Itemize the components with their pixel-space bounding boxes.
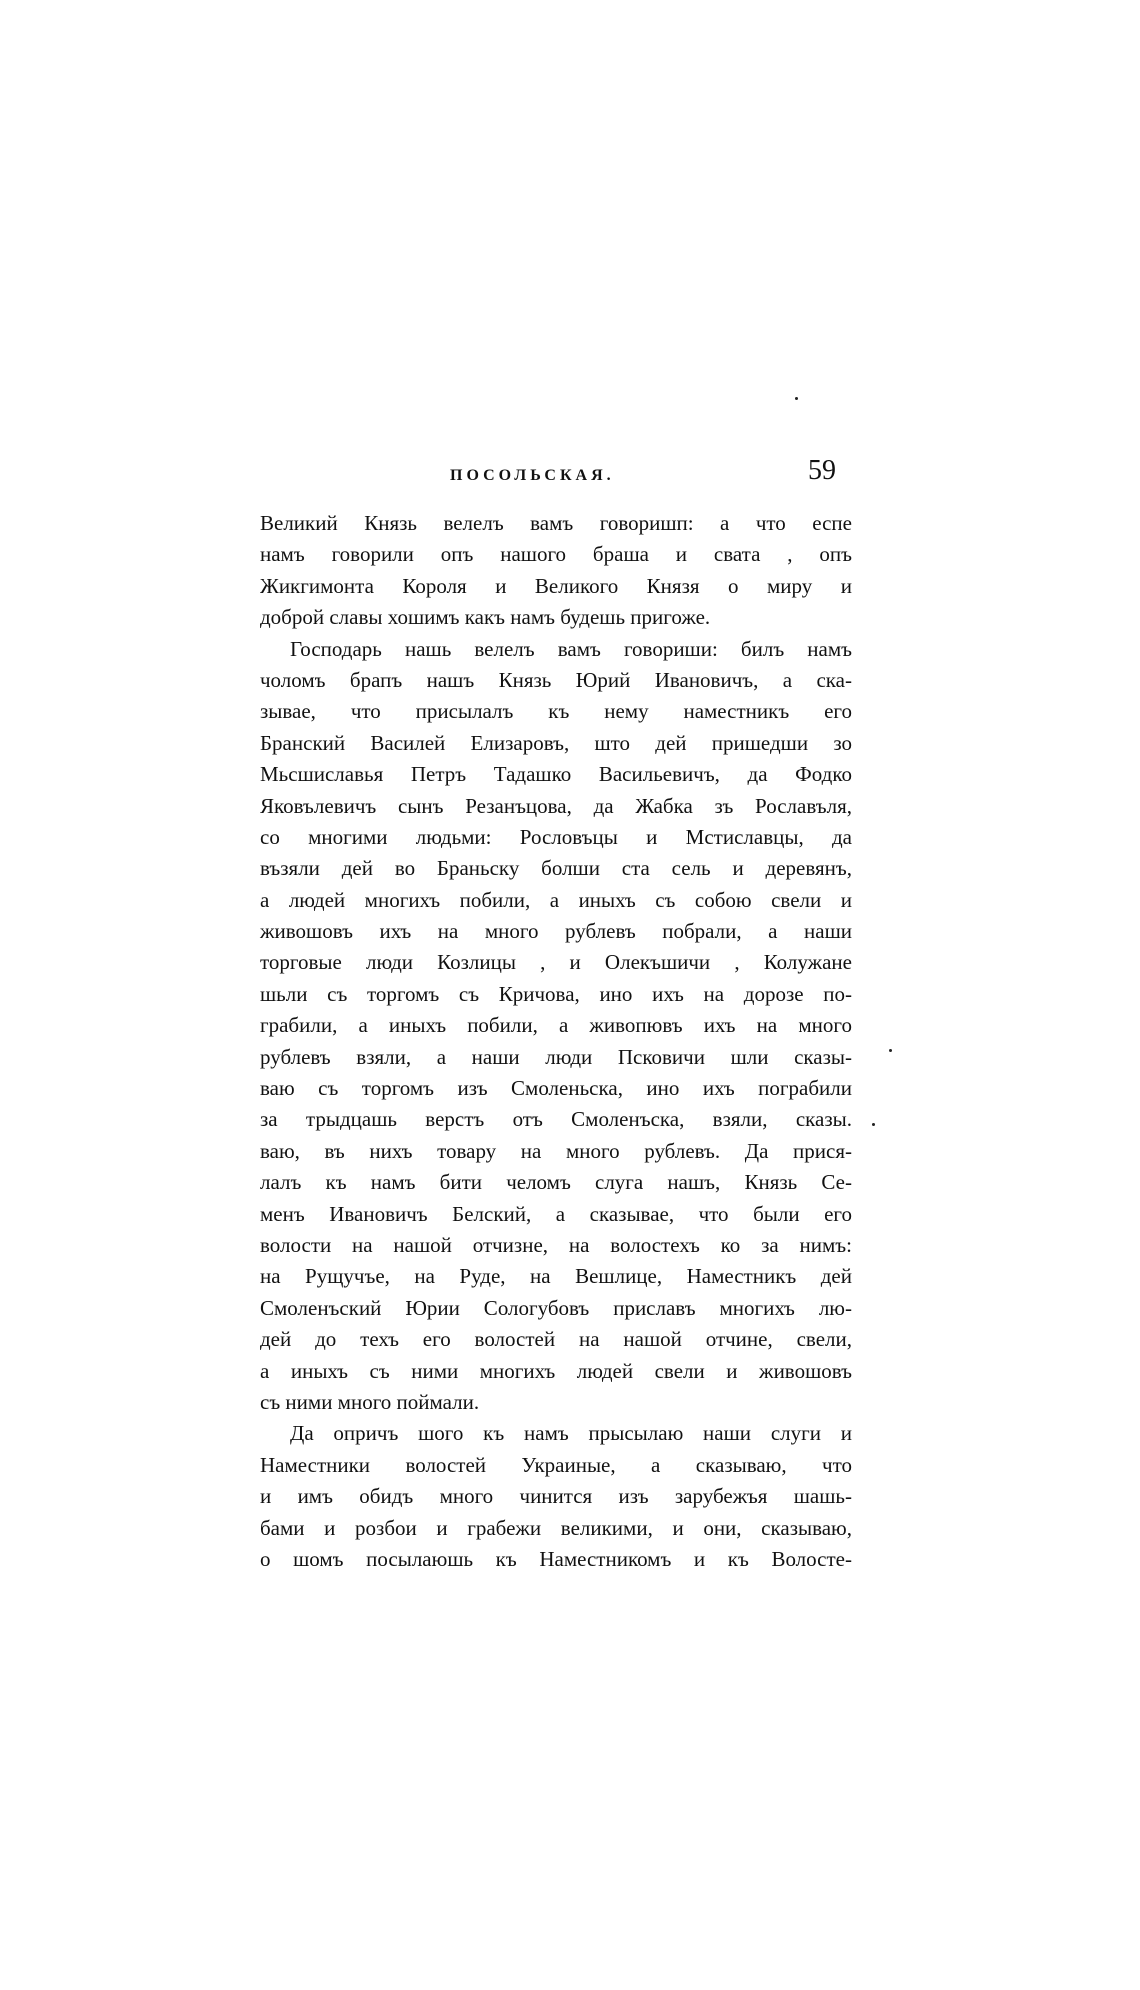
scan-speck <box>872 1123 875 1126</box>
text-line: зывае, что присылалъ къ нему наместникъ его <box>260 699 852 724</box>
body-text <box>260 508 852 1575</box>
text-line: доброй славы хошимъ какъ намъ будешь пригоже. <box>260 605 711 630</box>
text-line: чоломъ брапъ нашъ Князь Юрий Ивановичъ, а ска- <box>260 667 852 692</box>
text-line: о шомъ посылаюшь къ Наместникомъ и къ Волосте- <box>260 1546 852 1571</box>
text-line: Жикгимонта Короля и Великого Князя о миру и <box>260 573 852 598</box>
text-line: Да опричъ шого къ намъ прысылаю наши слуги и <box>290 1421 852 1446</box>
text-line: а иныхъ съ ними многихъ людей свели и живошовъ <box>260 1358 852 1383</box>
scan-speck <box>889 1049 892 1052</box>
text-line: и имъ обидъ много чинится изъ зарубежъя шашь- <box>260 1484 852 1509</box>
scan-speck <box>795 397 798 400</box>
text-line: Мьсшиславья Петръ Тадашко Васильевичъ, да Фодко <box>260 762 852 787</box>
text-line: възяли дей во Браньску болши ста сель и деревянъ, <box>260 856 852 881</box>
text-line: а людей многихъ побили, а иныхъ съ собою свели и <box>260 887 852 912</box>
text-line: со многими людьми: Рословъцы и Мстиславцы, да <box>260 824 852 849</box>
page-header <box>0 455 1140 495</box>
text-line: бами и розбои и грабежи великими, и они, сказываю, <box>260 1515 852 1540</box>
text-line: Великий Князь велелъ вамъ говоришп: а что еспе <box>260 511 852 535</box>
text-line: на Рущучъе, на Руде, на Вешлице, Наместникъ дей <box>260 1264 852 1289</box>
text-line: лалъ къ намъ бити челомъ слуга нашъ, Князь Се- <box>260 1170 852 1195</box>
text-line: грабили, а иныхъ побили, а живопювъ ихъ на много <box>260 1013 852 1038</box>
running-head: ПОСОЛЬСКАЯ. <box>450 467 615 484</box>
text-line: Смоленъский Юрии Сологубовъ приславъ многихъ лю- <box>260 1295 852 1320</box>
page-number: 59 <box>808 455 836 486</box>
text-line: волости на нашой отчизне, на волостехъ ко за нимъ: <box>260 1232 852 1257</box>
text-line: менъ Ивановичъ Белский, а сказывае, что были его <box>260 1201 852 1226</box>
text-line: Господарь нашь велелъ вамъ говориши: билъ намъ <box>290 636 852 661</box>
text-line: торговые люди Козлицы , и Олекъшичи , Колужане <box>260 950 852 975</box>
text-line: дей до техъ его волостей на нашой отчине, свели, <box>260 1327 852 1352</box>
text-line: ваю, въ нихъ товару на много рублевъ. Да прися- <box>260 1138 852 1163</box>
text-line: Яковълевичъ сынъ Резанъцова, да Жабка зъ Рославъля, <box>260 793 852 818</box>
text-line: рублевъ взяли, а наши люди Псковичи шли сказы- <box>260 1044 852 1069</box>
text-line: живошовъ ихъ на много рублевъ побрали, а наши <box>260 919 852 944</box>
text-line: съ ними много поймали. <box>260 1389 480 1414</box>
text-line: шьли съ торгомъ съ Кричова, ино ихъ на дорозе по- <box>260 981 852 1006</box>
text-line: Бранский Василей Елизаровъ, што дей пришедши зо <box>260 730 852 755</box>
text-line: за трыдцашь верстъ отъ Смоленъска, взяли, сказы. <box>260 1107 852 1132</box>
text-line: ваю съ торгомъ изъ Смоленьска, ино ихъ пограбили <box>260 1076 852 1101</box>
text-line: Наместники волостей Украиные, а сказываю, что <box>260 1452 852 1477</box>
text-line: намъ говорили опъ нашого браша и свата , опъ <box>260 542 852 567</box>
